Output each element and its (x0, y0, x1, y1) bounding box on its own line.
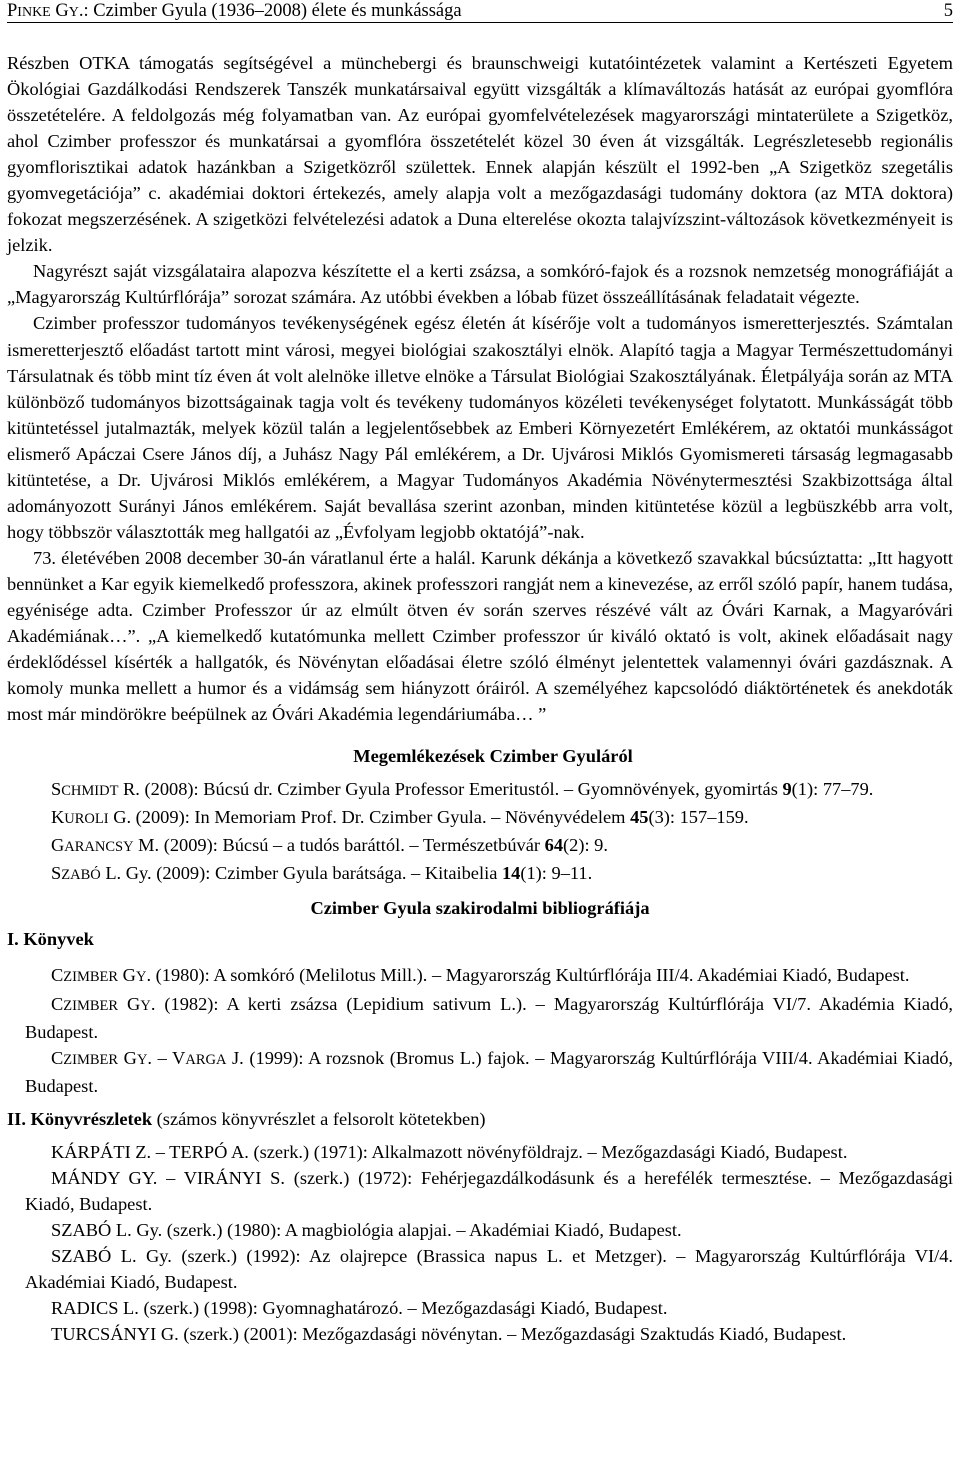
book-entry: CZIMBER GY. (1980): A somkóró (Melilotus Mill.). – Magyarország Kultúrflórája III/4. Akadémiai Kiadó, Budapest. (51, 965, 910, 986)
paragraph: Nagyrészt saját vizsgálataira alapozva készítette el a kerti zsázsa, a somkóró-fajok és a rozsnok nemzetség monográfiáját a „Magyarország Kultúrflórája” sorozat számára. Az utóbbi években a lóbab füzet összeállításának feladatait végezte. (7, 261, 953, 308)
chapter-entry: KÁRPÁTI Z. – TERPÓ A. (szerk.) (1971): Alkalmazott növényföldrajz. – Mezőgazdasági Kiadó, Budapest. (51, 1141, 848, 1162)
chapter-entry: TURCSÁNYI G. (szerk.) (2001): Mezőgazdasági növénytan. – Mezőgazdasági Szaktudás Kiadó, Budapest. (51, 1324, 847, 1345)
memorial-ref: SZABÓ L. Gy. (2009): Czimber Gyula barátsága. – Kitaibelia 14(1): 9–11. (51, 863, 593, 884)
memorial-ref: GARANCSY M. (2009): Búcsú – a tudós baráttól. – Természetbúvár 64(2): 9. (51, 835, 608, 856)
memorial-ref: KUROLI G. (2009): In Memoriam Prof. Dr. Czimber Gyula. – Növényvédelem 45(3): 157–159. (51, 807, 749, 828)
paragraph: 73. életévében 2008 december 30-án váratlanul érte a halál. Karunk dékánja a következő szavakkal búcsúztatta: „Itt hagyott bennünket a Kar egyik kiemelkedő professzora, akinek professzori rangját nem a kinevezése, az erről szóló papír, hanem tudása, egyénisége adta. Czimber Professzor úr az elmúlt ötven év során szerves részévé vált az Óvári Karnak, a Magyaróvári Akadémiának…”. „A kiemelkedő kutatómunka mellett Czimber professzor úr kiváló oktató is volt, akinek előadásait nagy érdeklődéssel kísérték a hallgatók, és Növénytan előadásai életre szóló élményt jelentettek valamennyi óvári gazdásznak. A komoly munka mellett a humor és a vidámság sem hiányzott óráiról. A személyéhez kapcsolódó diáktörténetek és anekdoták most már mindörökre beépülnek az Óvári Akadémia legendáriumába… ” (7, 547, 953, 725)
running-header (7, 0, 953, 23)
books-heading: I. Könyvek (7, 929, 94, 950)
book-entry: CZIMBER GY. – VARGA J. (1999): A rozsnok (Bromus L.) fajok. – Magyarország Kultúrflórája VIII/4. Akadémiai Kiadó, Budapest. (25, 1047, 953, 1096)
chapters-heading: II. Könyvrészletek (számos könyvrészlet a felsorolt kötetekben) (7, 1108, 486, 1129)
paragraph: Czimber professzor tudományos tevékenységének egész életén át kísérője volt a tudományos ismeretterjesztés. Számtalan ismeretterjesztő előadást tartott mint városi, megyei biológiai szakosztályi elnök. Alapító tagja a Magyar Természettudományi Társulatnak és több mint tíz éven át volt alelnöke illetve elnöke a Társulat Biológiai Szakosztályának. Életpályája során az MTA különböző tudományos bizottságainak tagja volt és tevékeny tudományos közéleti tevékenységet folytatott. Munkásságát több kitüntetéssel jutalmazták, melyek közül talán a legjelentősebbek az Emberi Környezetért Emlékérem, az oktatói munkásságot elismerő Apáczai Csere János díj, a Juhász Nagy Pál emlékérem, a Dr. Ujvárosi Miklós Gyomismereti társaság legmagasabb kitüntetése, a Dr. Ujvárosi Miklós emlékérem, a Magyar Tudományos Akadémia Növénytermesztési Szakbizottsága által adományozott Surányi János emlékérem. Saját bevallása szerint azonban, minden kitüntetése közül a legbüszkébb arra volt, hogy többször választották meg hallgatói az „Évfolyam legjobb oktatójá”-nak. (7, 313, 953, 542)
chapter-entry: SZABÓ L. Gy. (szerk.) (1980): A magbiológia alapjai. – Akadémiai Kiadó, Budapest. (51, 1219, 682, 1240)
memorial-ref: SCHMIDT R. (2008): Búcsú dr. Czimber Gyula Professor Emeritustól. – Gyomnövények, gyomirtás 9(1): 77–79. (51, 779, 874, 800)
bibliography-heading-row (7, 895, 953, 955)
book-entry: CZIMBER GY. (1982): A kerti zsázsa (Lepidium sativum L.). – Magyarország Kultúrflórája VI/7. Akadémia Kiadó, Budapest. (25, 993, 953, 1042)
paragraph: Részben OTKA támogatás segítségével a münchebergi és braunschweigi kutatóintézetek valamint a Kertészeti Egyetem Ökológiai Gazdálkodási Rendszerek Tanszék munkatársaival együtt vizsgálták a klímaváltozás hatását az európai gyomflóra összetételére. A feldolgozás még folyamatban van. Az európai gyomfelvételezések magyarországi mintaterülete a Szigetköz, ahol Czimber professzor és munkatársai a gyomflóra összetételét közel 30 éven át vizsgálták. Legrészletesebb regionális gyomflorisztikai adatok hazánkban a Szigetközről születtek. Ennek alapján készült el 1992-ben „A Szigetköz szegetális gyomvegetációja” c. akadémiai doktori értekezés, amely alapja volt a mezőgazdasági tudomány doktora (az MTA doktora) fokozat megszerzésének. A szigetközi felvételezési adatok a Duna elterelése okozta talajvízszint-változások következményeit is jelzik. (7, 53, 953, 256)
chapter-entry: MÁNDY GY. – VIRÁNYI S. (szerk.) (1972): Fehérjegazdálkodásunk és a herefélék termesztése. – Mezőgazdasági Kiadó, Budapest. (25, 1167, 953, 1214)
header-title: PINKE GY.: Czimber Gyula (1936–2008) élete és munkássága (7, 1, 462, 21)
memorial-heading: Megemlékezések Czimber Gyuláról (353, 746, 633, 767)
chapter-entry: SZABÓ L. Gy. (szerk.) (1992): Az olajrepce (Brassica napus L. et Metzger). – Magyarország Kultúrflórája VI/4. Akadémiai Kiadó, Budapest. (25, 1245, 953, 1292)
article-body (7, 50, 953, 1347)
bibliography-title: Czimber Gyula szakirodalmi bibliográfiája (310, 898, 650, 919)
page-number: 5 (943, 1, 953, 21)
books-list (7, 962, 953, 1098)
memorial-list (7, 776, 953, 888)
chapters-list (7, 1139, 953, 1347)
chapter-entry: RADICS L. (szerk.) (1998): Gyomnaghatározó. – Mezőgazdasági Kiadó, Budapest. (51, 1298, 668, 1319)
